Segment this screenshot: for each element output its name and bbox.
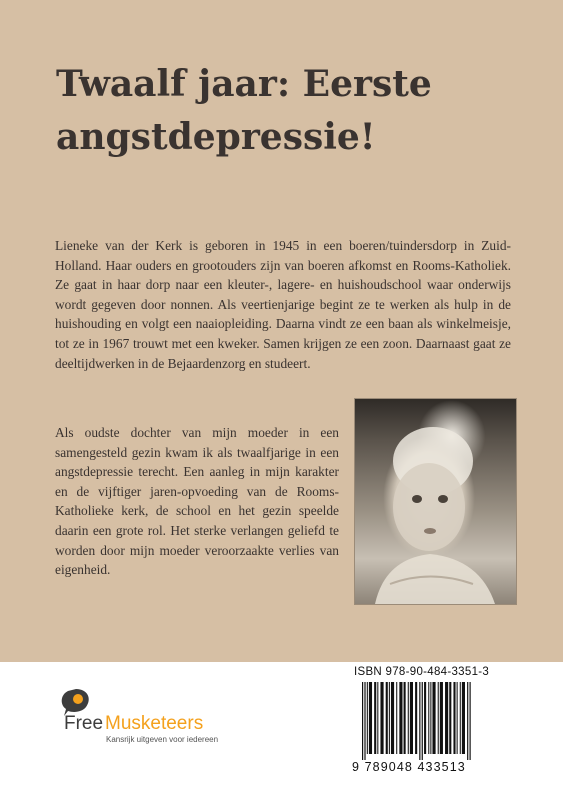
barcode-bar <box>362 682 363 760</box>
barcode-bar <box>364 682 365 760</box>
barcode-bar <box>438 682 439 754</box>
barcode-bar <box>391 682 394 754</box>
barcode-bar <box>422 682 423 760</box>
barcode-bar <box>380 682 383 754</box>
barcode-bar <box>440 682 443 754</box>
barcode-bar <box>389 682 390 754</box>
barcode-bar <box>430 682 431 754</box>
barcode-bar <box>428 682 429 754</box>
publisher-name-musketeers: Musketeers <box>105 713 204 734</box>
book-summary: Als oudste dochter van mijn moeder in een samengesteld gezin kwam ik als twaalfjarige in een angstdepressie terecht. Een aanleg in mijn karakter en de vijftiger jaren-opvoeding van de Rooms-Katholieke kerk, de school en het gezin speelde daarin een grote rol. Het sterke verlangen geliefd te worden door mijn moeder veroorzaakte verlies van eigenheid. <box>55 425 339 578</box>
publisher-tagline: Kansrijk uitgeven voor iedereen <box>106 735 219 744</box>
barcode-bar <box>424 682 426 754</box>
barcode-bar <box>377 682 378 754</box>
barcode-bar <box>457 682 458 754</box>
barcode-bar <box>432 682 435 754</box>
barcode-bar <box>449 682 451 754</box>
barcode-bar <box>404 682 406 754</box>
barcode-bar <box>462 682 465 754</box>
barcode-bar <box>410 682 413 754</box>
publisher-logo <box>64 691 264 751</box>
book-title: Twaalf jaar: Eerste angstdepressie! <box>56 63 432 158</box>
barcode-bar <box>419 682 420 760</box>
barcode-bar <box>369 682 372 754</box>
barcode-bar <box>399 682 402 754</box>
barcode-bar <box>467 682 468 760</box>
barcode-bar <box>408 682 409 754</box>
barcode-bar <box>470 682 471 760</box>
publisher-name-free: Free <box>64 713 104 734</box>
isbn-barcode <box>352 666 515 784</box>
barcode-bar <box>453 682 455 754</box>
barcode-bar <box>415 682 417 754</box>
barcode-bar <box>386 682 388 754</box>
barcode-bar <box>374 682 376 754</box>
author-bio: Lieneke van der Kerk is geboren in 1945 in een boeren/tuindersdorp in Zuid-Holland. Haar ouders en grootouders zijn van boeren afkomst en Rooms-Katholiek. Ze gaat in haar dorp naar een kleuter-, lagere- en huishoudschool waar onderwijs wordt gegeven door nonnen. Als veertienjarige begint ze te werken als hulp in de huishouding en volgt een naaiopleiding. Daarna vindt ze een baan als winkelmeisje, tot ze in 1967 trouwt met een kweker. Samen krijgen ze een zoon. Daarnaast gaat ze deeltijdwerken in de Bejaardenzorg en studeert. <box>55 238 511 371</box>
barcode-bar <box>460 682 461 754</box>
barcode-bar <box>445 682 448 754</box>
barcode-bar <box>367 682 368 754</box>
isbn-label: ISBN 978-90-484-3351-3 <box>354 666 490 678</box>
ean-digits: 9 789048 433513 <box>352 760 466 774</box>
barcode-bars <box>360 682 508 760</box>
childhood-photo <box>354 398 517 605</box>
barcode-bar <box>396 682 397 754</box>
